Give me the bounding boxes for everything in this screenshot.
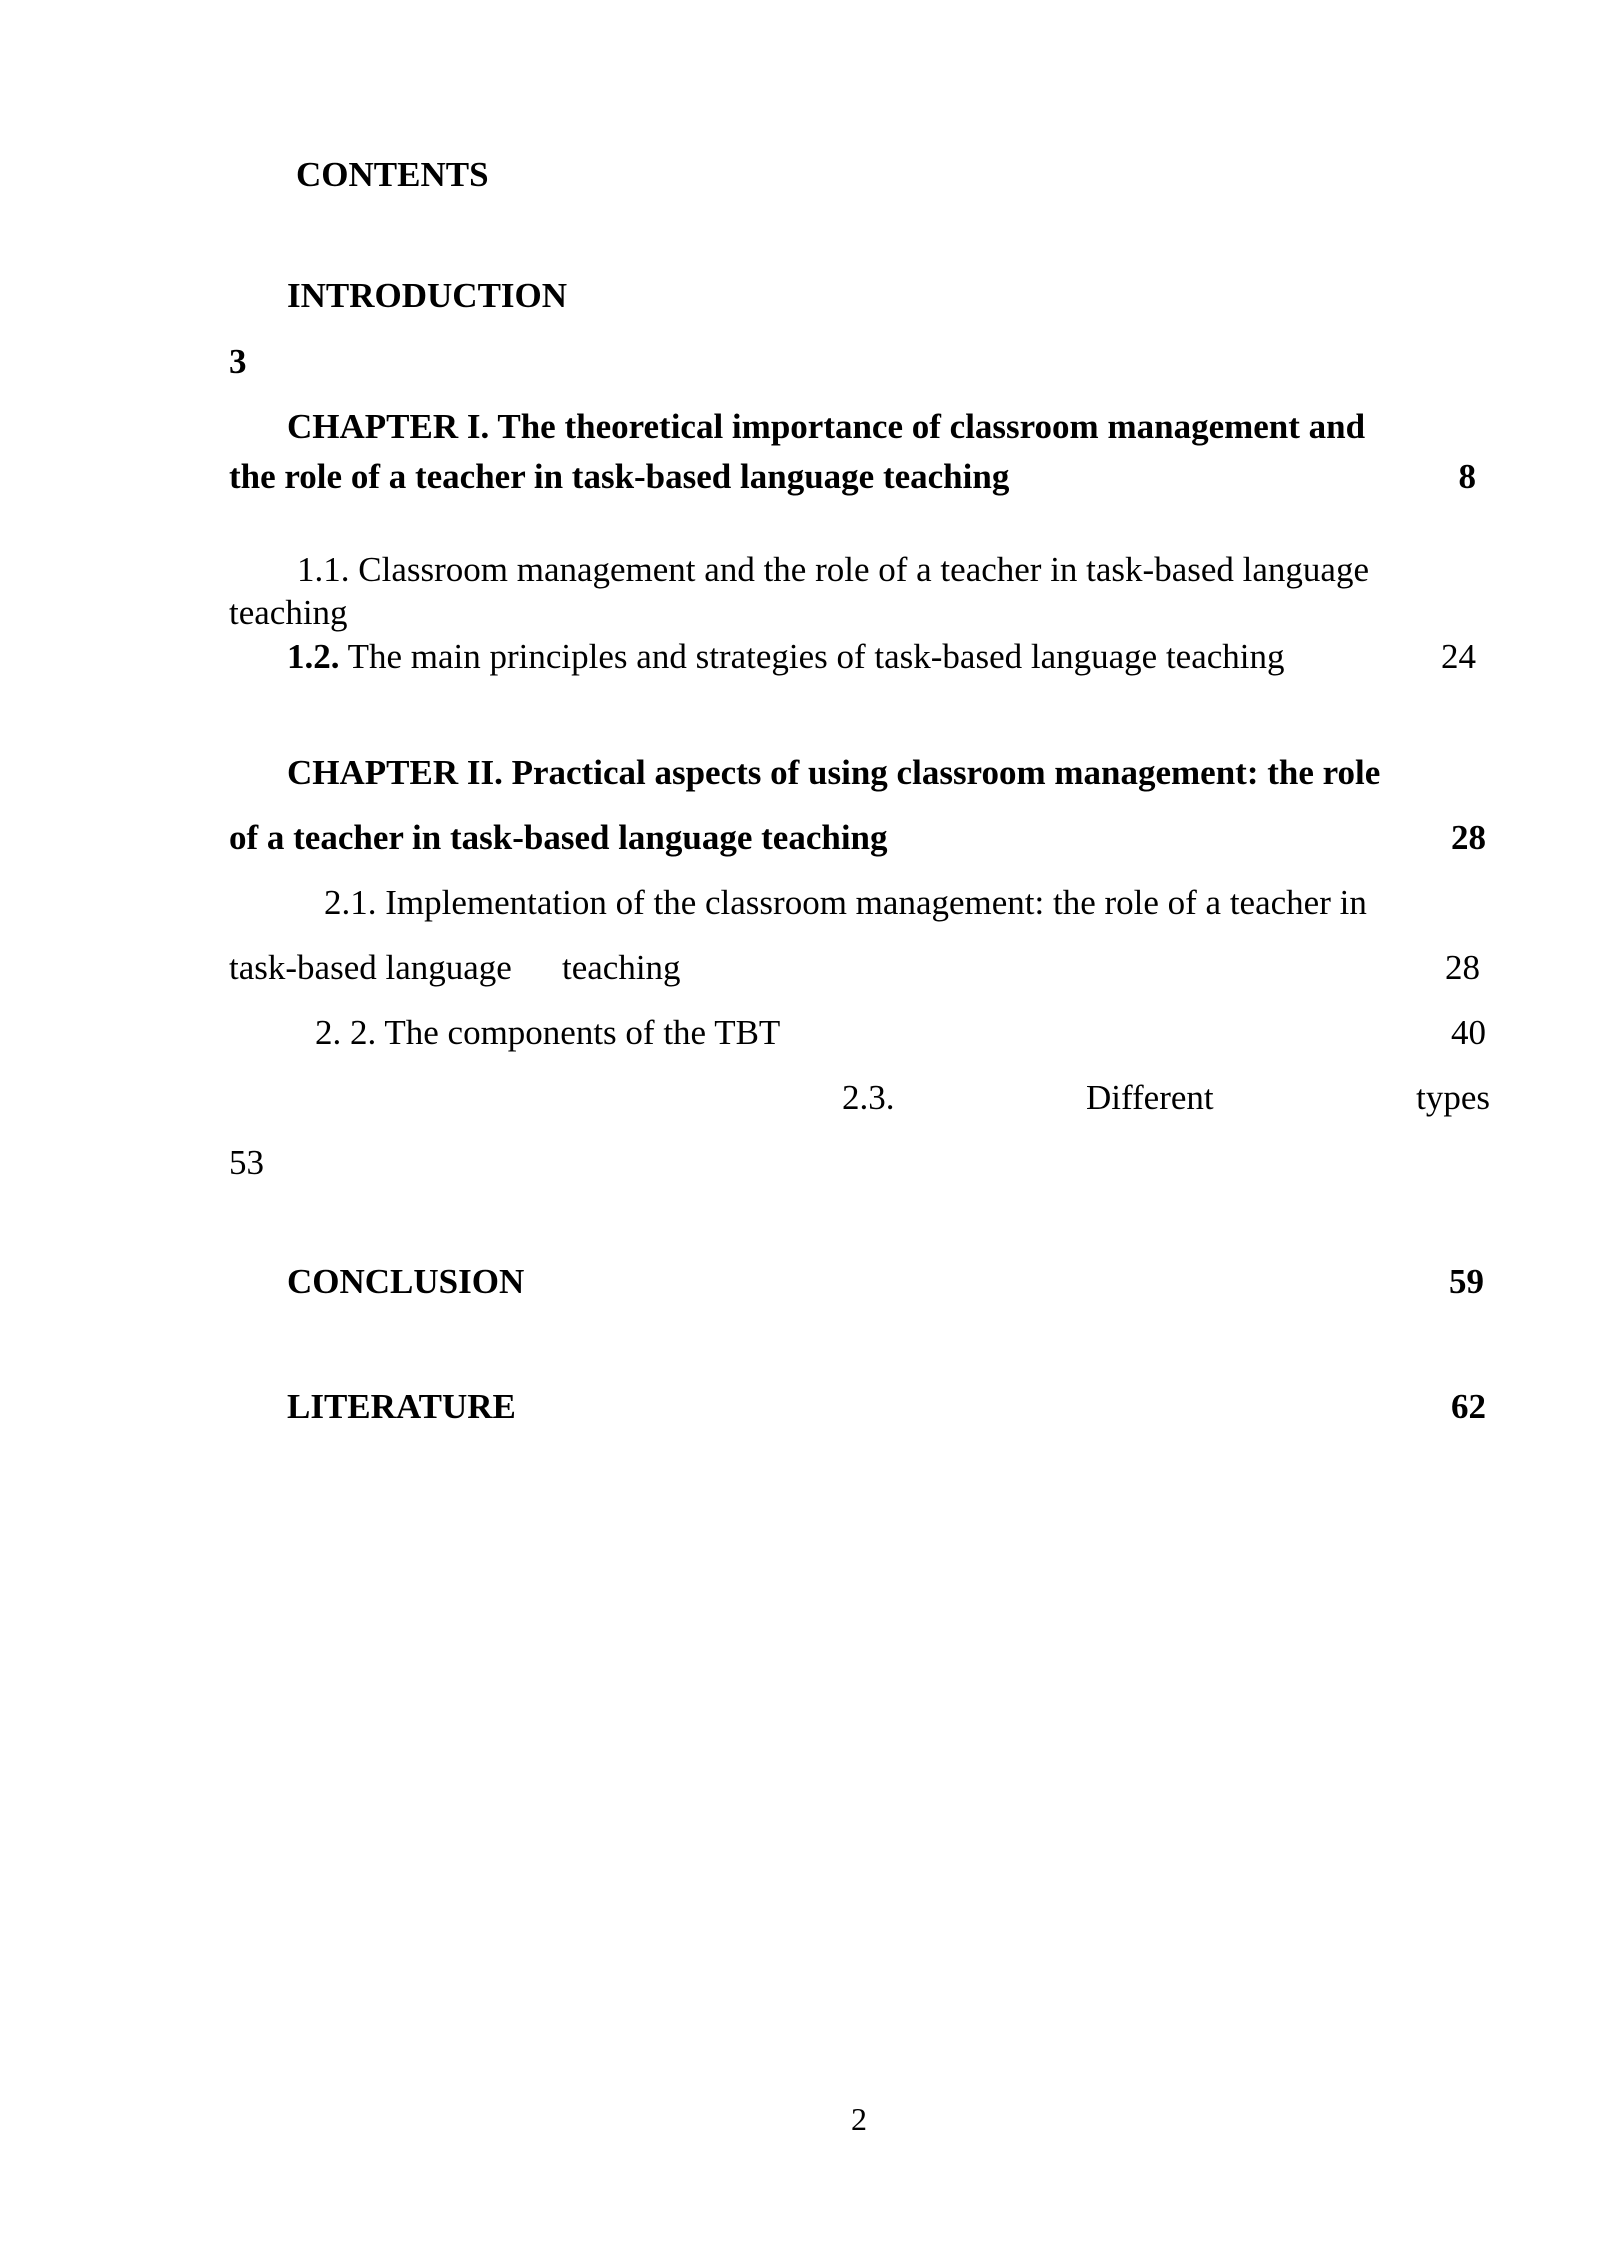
toc-section-1-2 bbox=[287, 635, 1285, 679]
contents-title: CONTENTS bbox=[296, 155, 489, 194]
toc-section-2-3-number: 2.3. bbox=[842, 1078, 895, 1117]
toc-section-1-2-page: 24 bbox=[1441, 637, 1476, 676]
toc-section-2-3-word1: Different bbox=[1086, 1078, 1214, 1117]
toc-section-1-2-text: The main principles and strategies of task-based language teaching bbox=[347, 637, 1285, 676]
toc-chapter1-line1: CHAPTER I. The theoretical importance of classroom management and bbox=[287, 407, 1366, 446]
toc-section-2-1-page: 28 bbox=[1445, 948, 1480, 987]
toc-section-2-1-line2-part1: task-based language bbox=[229, 948, 512, 987]
toc-conclusion-page: 59 bbox=[1449, 1262, 1484, 1301]
toc-chapter1-page: 8 bbox=[1458, 457, 1476, 496]
toc-introduction-label: INTRODUCTION bbox=[287, 276, 568, 315]
toc-section-1-1-line2: teaching bbox=[229, 593, 348, 632]
toc-chapter2-page: 28 bbox=[1451, 818, 1486, 857]
toc-section-1-2-number: 1.2. bbox=[287, 637, 340, 676]
toc-literature-page: 62 bbox=[1451, 1387, 1486, 1426]
toc-section-2-1-line1: 2.1. Implementation of the classroom management: the role of a teacher in bbox=[324, 883, 1367, 922]
toc-section-2-3-word2: types bbox=[1416, 1078, 1490, 1117]
toc-section-2-2: 2. 2. The components of the TBT bbox=[315, 1013, 781, 1052]
toc-section-2-3-page: 53 bbox=[229, 1143, 264, 1182]
page-number: 2 bbox=[851, 2101, 867, 2137]
toc-section-1-1-line1: 1.1. Classroom management and the role of a teacher in task-based language bbox=[297, 550, 1369, 589]
toc-section-2-2-page: 40 bbox=[1451, 1013, 1486, 1052]
toc-conclusion-label: CONCLUSION bbox=[287, 1262, 525, 1301]
toc-introduction-page: 3 bbox=[229, 342, 247, 381]
toc-literature-label: LITERATURE bbox=[287, 1387, 516, 1426]
toc-chapter1-line2: the role of a teacher in task-based language teaching bbox=[229, 457, 1010, 496]
toc-chapter2-line1: CHAPTER II. Practical aspects of using classroom management: the role bbox=[287, 753, 1381, 792]
toc-chapter2-line2: of a teacher in task-based language teaching bbox=[229, 818, 888, 857]
toc-section-2-1-line2-part2: teaching bbox=[562, 948, 681, 987]
